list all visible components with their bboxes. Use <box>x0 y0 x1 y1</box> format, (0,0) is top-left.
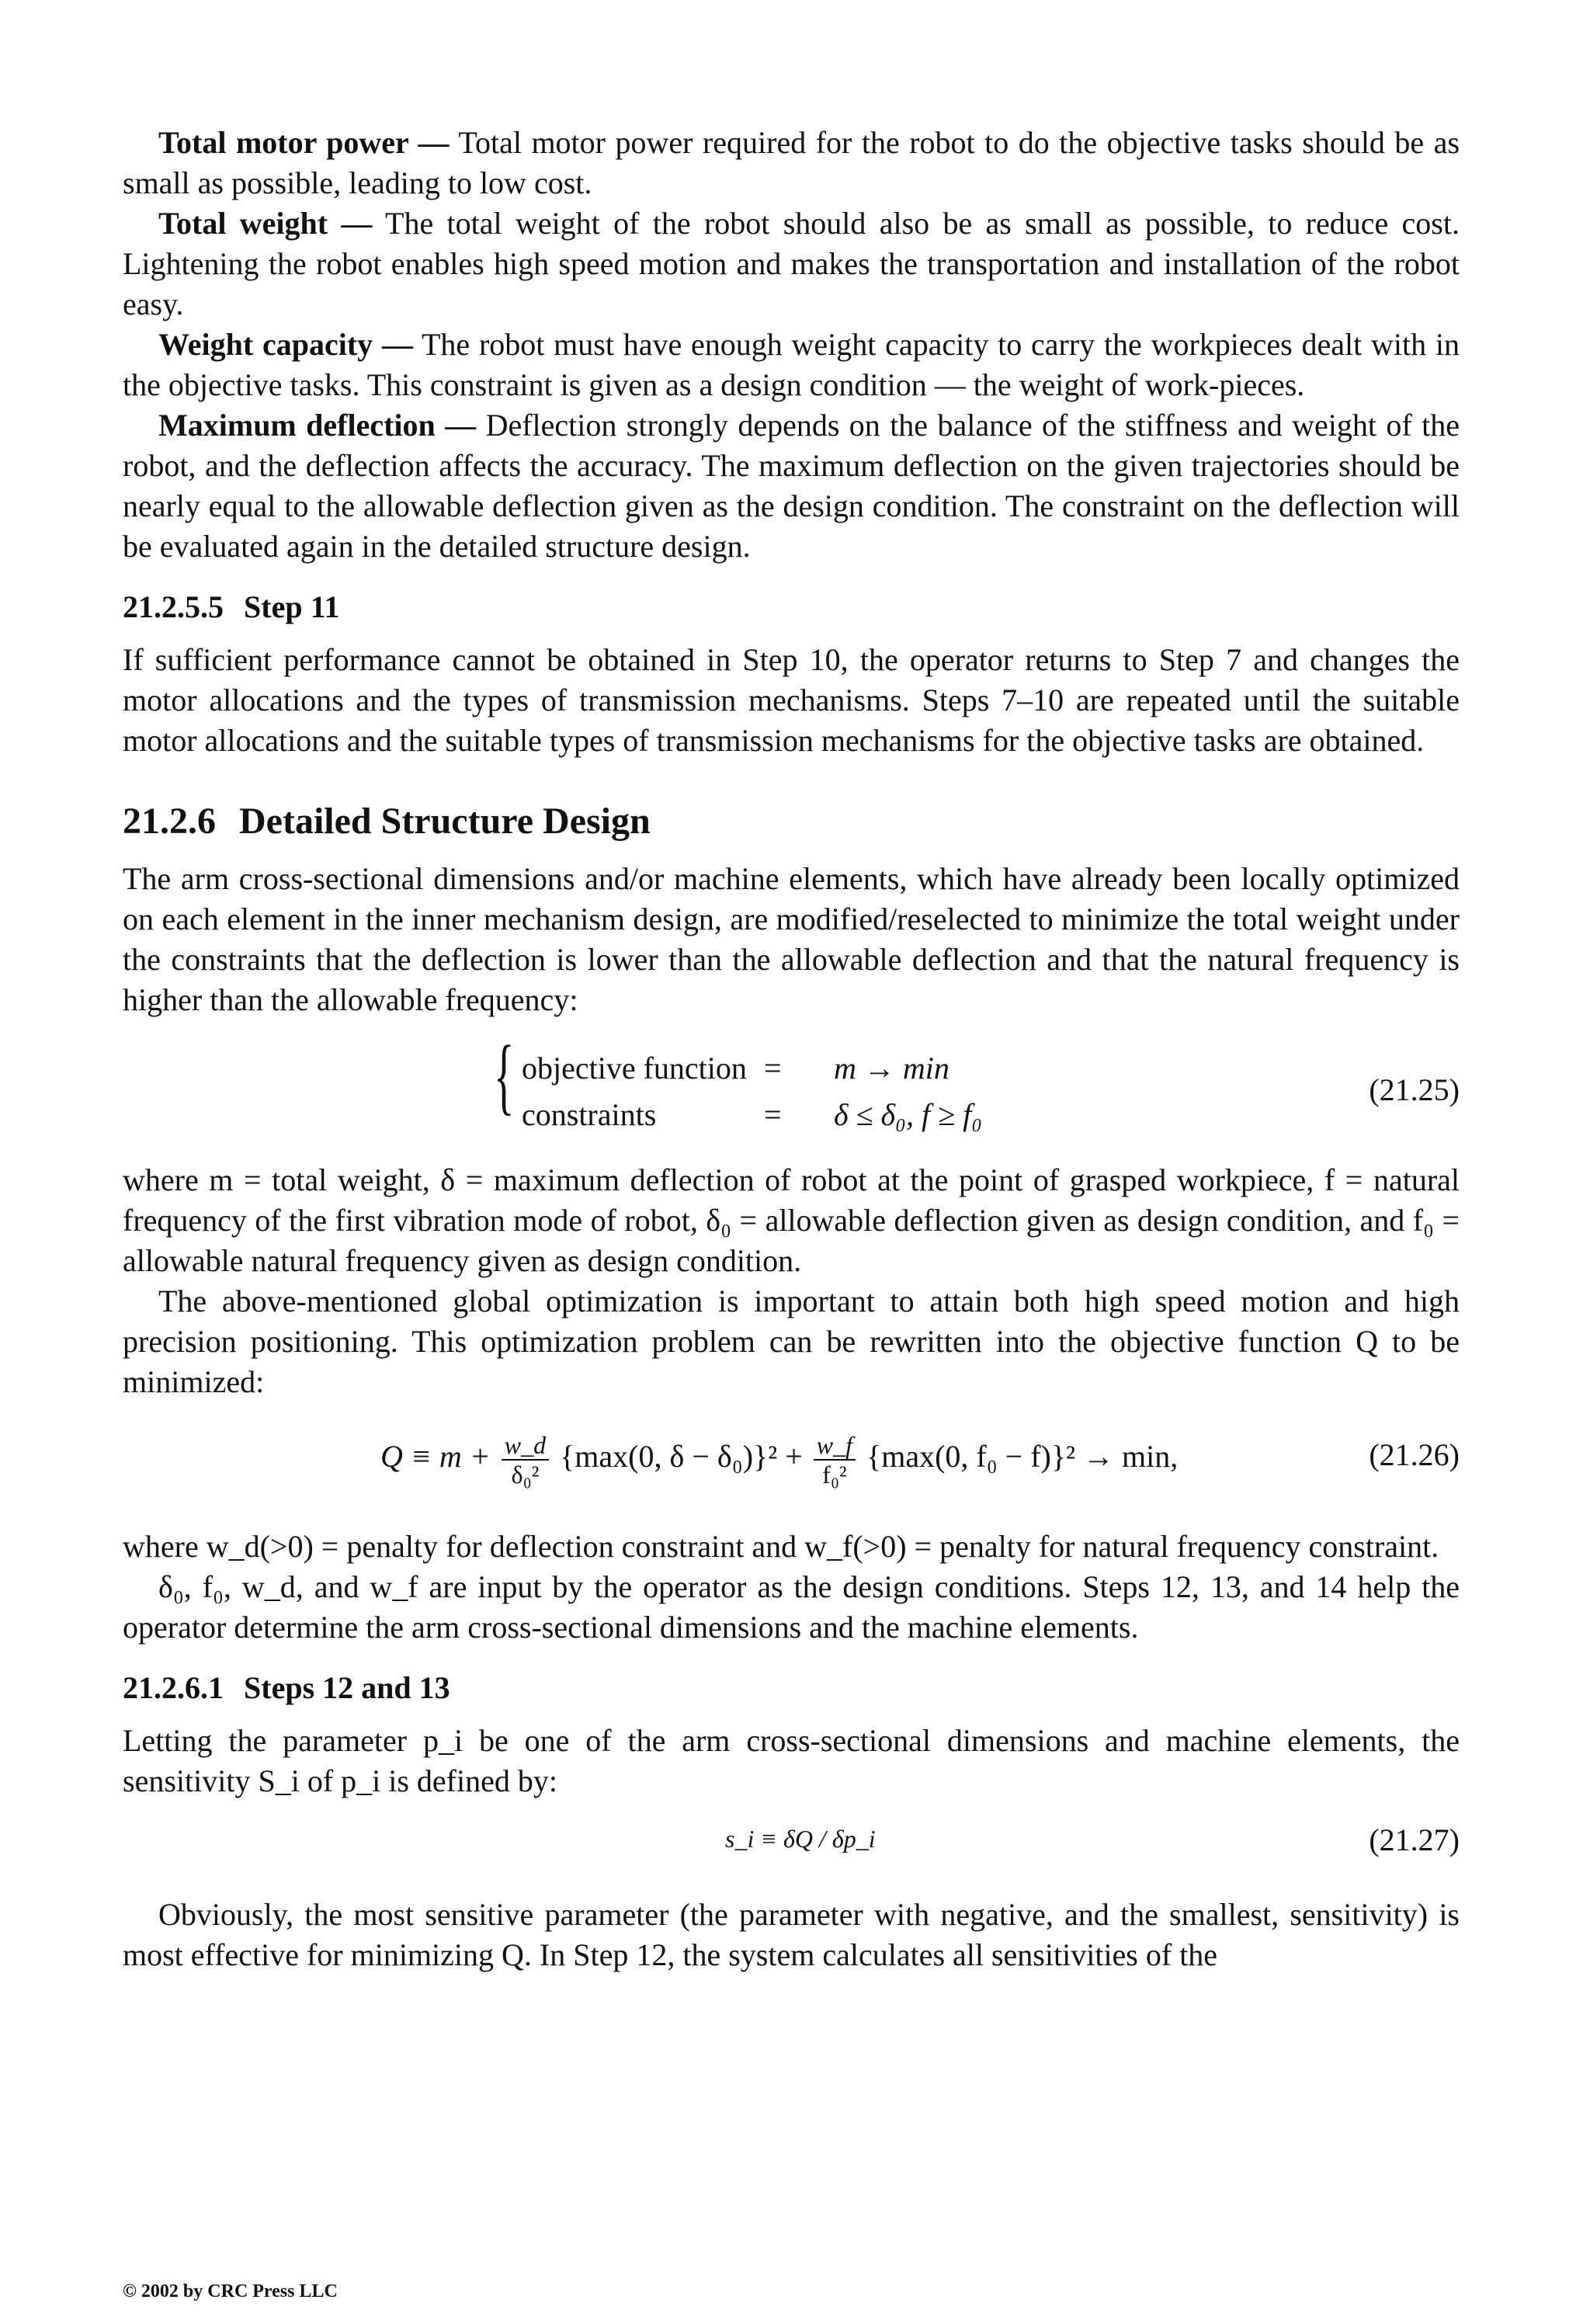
equation-number: (21.26) <box>1369 1437 1460 1472</box>
subsection-heading-steps-12-13: 21.2.6.1 Steps 12 and 13 <box>123 1670 450 1705</box>
para-maximum-deflection: Maximum deflection — Deflection strongly depends on the balance of the stiffness and weight of the robot, and the deflection affects the accuracy. The maximum deflection on the given trajectories should be nearly equal to the allowable deflection given as the design condition. The constraint on the deflection will be evaluated again in the detailed structure design. <box>123 408 1460 564</box>
fraction-wf: $\frac{w\_f}{\text{f₀²}}$ <box>814 1431 856 1489</box>
equation-number: (21.25) <box>1369 1072 1460 1107</box>
para-penalties: where w_d(>0) = penalty for deflection constraint and w_f(>0) = penalty for natural frequency constraint. <box>123 1529 1439 1564</box>
term-maximum-deflection: Maximum deflection — <box>158 408 477 443</box>
copyright-footer: © 2002 by CRC Press LLC <box>123 2281 338 2301</box>
equation-21-26: Q ≡ m + $\frac{w\_d}{\text{δ₀²}}$ {max(0, δ − δ₀)}² + $\frac{w\_f}{\text{f₀²}}$ {max(0, f₀ − f)}² → min, (21.26) <box>380 1430 1460 1489</box>
para-total-weight: Total weight — The total weight of the robot should also be as small as possible, to reduce cost. Lightening the robot enables high speed motion and makes the transportation and installation of the robot easy. <box>123 206 1460 321</box>
left-brace: { <box>494 1028 515 1123</box>
equation-21-25 <box>123 1020 1460 1143</box>
para-global-optimization: The above-mentioned global optimization is important to attain both high speed motion and high precision positioning. This optimization problem can be rewritten into the objective function Q to be minimized: <box>123 1284 1460 1399</box>
term-total-weight: Total weight — <box>158 206 373 241</box>
para-where-definitions: where m = total weight, δ = maximum deflection of robot at the point of grasped workpiece, f = natural frequency of the first vibration mode of robot, δ₀ = allowable deflection given as design condition, and f₀ = allowable natural frequency given as design condition. <box>123 1162 1460 1278</box>
page-body <box>123 123 1460 1975</box>
term-total-motor-power: Total motor power — <box>158 125 450 160</box>
para-total-motor-power: Total motor power — Total motor power required for the robot to do the objective tasks should be as small as possible, leading to low cost. <box>123 125 1460 200</box>
para-design-inputs: δ₀, f₀, w_d, and w_f are input by the operator as the design conditions. Steps 12, 13, and 14 help the operator determine the arm cross-sectional dimensions and the machine elements. <box>123 1569 1460 1645</box>
para-step-11: If sufficient performance cannot be obtained in Step 10, the operator returns to Step 7 and changes the motor allocations and the types of transmission mechanisms. Steps 7–10 are repeated until the suitable motor allocations and the suitable types of transmission mechanisms for the objective tasks are obtained. <box>123 642 1460 758</box>
fraction-wd: $\frac{w\_d}{\text{δ₀²}}$ <box>502 1431 549 1489</box>
equation-number: (21.27) <box>1369 1822 1460 1857</box>
para-sensitivity: Letting the parameter p_i be one of the arm cross-sectional dimensions and machine elements, the sensitivity S_i of p_i is defined by: <box>123 1723 1460 1798</box>
equation-system: { objective function = m → min constraints = δ ≤ δ₀, f ≥ f₀ <box>494 1028 983 1132</box>
subsection-heading-step-11: 21.2.5.5 Step 11 <box>123 589 340 624</box>
term-weight-capacity: Weight capacity — <box>158 327 413 362</box>
equation-21-27: s_i ≡ δQ / δp_i (21.27) <box>725 1822 1460 1857</box>
section-heading: 21.2.6 Detailed Structure Design <box>123 801 651 842</box>
para-weight-capacity: Weight capacity — The robot must have enough weight capacity to carry the workpieces dealt with in the objective tasks. This constraint is given as a design condition — the weight of work-pieces. <box>123 327 1460 402</box>
para-section-intro: The arm cross-sectional dimensions and/or machine elements, which have already been locally optimized on each element in the inner mechanism design, are modified/reselected to minimize the total weight under the constraints that the deflection is lower than the allowable deflection and that the natural frequency is higher than the allowable frequency: <box>123 861 1460 1017</box>
para-most-sensitive: Obviously, the most sensitive parameter (the parameter with negative, and the smallest, sensitivity) is most effective for minimizing Q. In Step 12, the system calculates all sensitivities of the <box>123 1897 1460 1972</box>
